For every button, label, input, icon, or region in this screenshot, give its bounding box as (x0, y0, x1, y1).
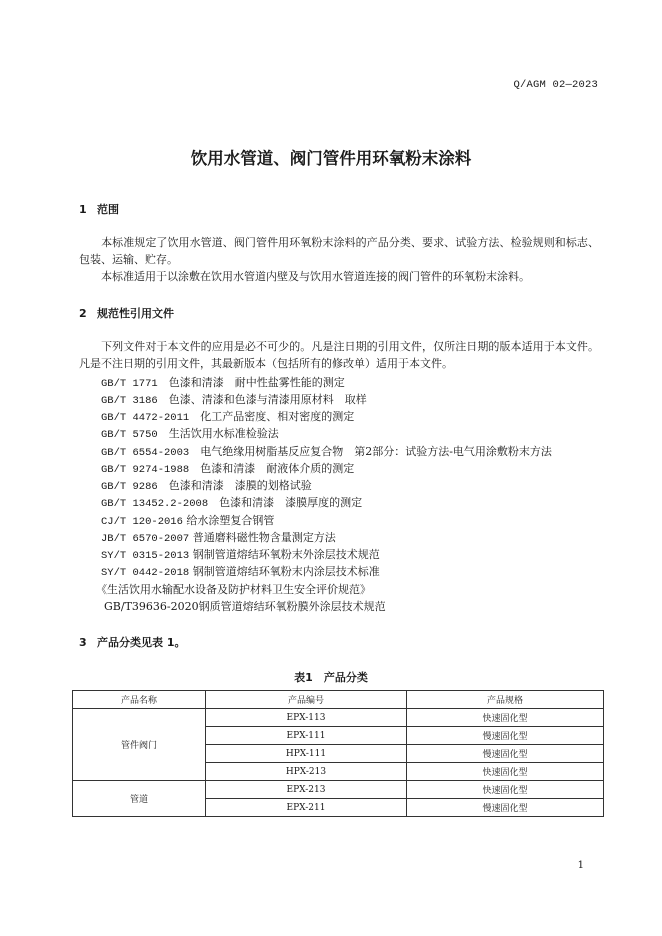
column-header: 产品规格 (407, 691, 604, 709)
reference-item: SY/T 0315-2013 钢制管道熔结环氧粉末外涂层技术规范 (101, 548, 380, 562)
section-number: 3 (79, 636, 87, 649)
reference-item: GB/T 1771 色漆和清漆 耐中性盐雾性能的测定 (101, 376, 345, 390)
paragraph-text: 本标准适用于以涂敷在饮用水管道内壁及与饮用水管道连接的阀门管件的环氧粉末涂料。 (101, 270, 530, 283)
product-name-cell: 管道 (73, 781, 206, 817)
product-spec-cell: 快速固化型 (407, 763, 604, 781)
product-name-cell: 管件阀门 (73, 709, 206, 781)
product-code-cell: EPX-111 (206, 727, 407, 745)
product-spec-cell: 快速固化型 (407, 709, 604, 727)
section-title: 范围 (97, 203, 119, 216)
reference-item: GB/T 5750 生活饮用水标准检验法 (101, 427, 279, 441)
paragraph-text: 本标准规定了饮用水管道、阀门管件用环氧粉末涂料的产品分类、要求、试验方法、检验规则和标志、包装、运输、贮存。 (79, 236, 599, 266)
reference-item: GB/T 4472-2011 化工产品密度、相对密度的测定 (101, 410, 355, 424)
document-title: 饮用水管道、阀门管件用环氧粉末涂料 (190, 149, 472, 168)
product-code-cell: EPX-113 (206, 709, 407, 727)
section-title: 规范性引用文件 (97, 307, 174, 320)
product-code-cell: EPX-211 (206, 799, 407, 817)
reference-item: GB/T 9286 色漆和清漆 漆膜的划格试验 (101, 479, 312, 493)
reference-item: SY/T 0442-2018 钢制管道熔结环氧粉末内涂层技术标准 (101, 565, 380, 579)
product-code-cell: EPX-213 (206, 781, 407, 799)
table-row (73, 709, 604, 727)
table-row (73, 781, 604, 799)
reference-item: GB/T 3186 色漆、清漆和色漆与清漆用原材料 取样 (101, 393, 367, 407)
section-2-intro (79, 338, 599, 372)
product-code-cell: HPX-213 (206, 763, 407, 781)
document-code: Q/AGM 02—2023 (513, 79, 598, 91)
section-2-heading (79, 305, 174, 321)
section-title: 产品分类见表 1。 (97, 636, 186, 649)
reference-item: CJ/T 120-2016 给水涂塑复合钢管 (101, 514, 275, 528)
section-1-heading (79, 201, 119, 217)
section-1-paragraph-1 (79, 234, 599, 268)
product-code-cell: HPX-111 (206, 745, 407, 763)
table-header-row (73, 691, 604, 709)
product-spec-cell: 慢速固化型 (407, 727, 604, 745)
section-number: 2 (79, 307, 87, 320)
table-caption: 表1 产品分类 (294, 671, 368, 684)
reference-item: GB/T 13452.2-2008 色漆和清漆 漆膜厚度的测定 (101, 496, 363, 510)
reference-item: GB/T39636-2020钢质管道熔结环氧粉膜外涂层技术规范 (104, 600, 386, 613)
product-spec-cell: 快速固化型 (407, 781, 604, 799)
reference-item: GB/T 6554-2003 电气绝缘用树脂基反应复合物 第2部分：试验方法-电气用涂敷粉末方法 (101, 445, 552, 459)
section-3-heading (79, 634, 185, 650)
product-spec-cell: 慢速固化型 (407, 745, 604, 763)
reference-item: GB/T 9274-1988 色漆和清漆 耐液体介质的测定 (101, 462, 355, 476)
section-1-paragraph-2 (79, 268, 599, 285)
section-number: 1 (79, 203, 87, 216)
reference-item: JB/T 6570-2007 普通磨料磁性物含量测定方法 (101, 531, 336, 545)
page-number: 1 (577, 860, 584, 871)
product-classification-table (72, 690, 604, 817)
product-spec-cell: 慢速固化型 (407, 799, 604, 817)
reference-item: 《生活饮用水输配水设备及防护材料卫生安全评价规范》 (96, 583, 371, 596)
column-header: 产品名称 (73, 691, 206, 709)
column-header: 产品编号 (206, 691, 407, 709)
paragraph-text: 下列文件对于本文件的应用是必不可少的。凡是注日期的引用文件，仅所注日期的版本适用于本文件。凡是不注日期的引用文件，其最新版本（包括所有的修改单）适用于本文件。 (79, 340, 599, 370)
